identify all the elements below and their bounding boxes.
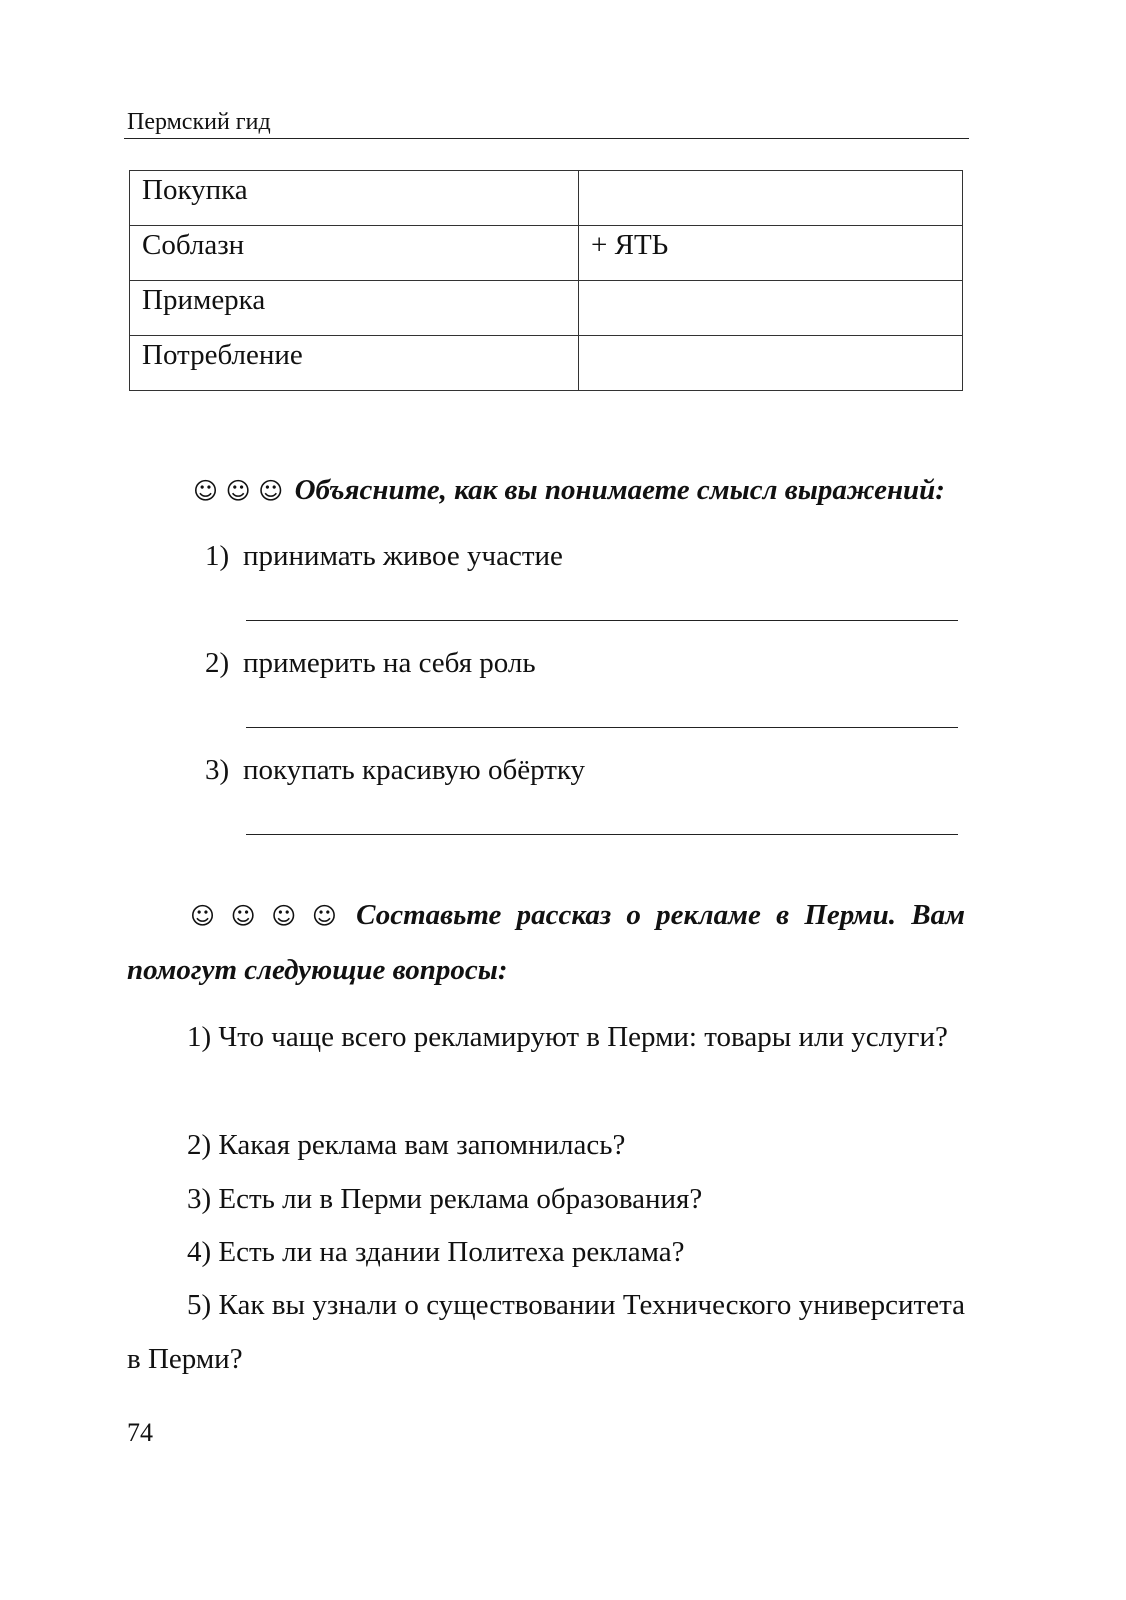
task1-heading-text: Объясните, как вы понимаете смысл выражений: bbox=[294, 474, 945, 506]
page-number: 74 bbox=[127, 1418, 153, 1447]
question-text: 1) Что чаще всего рекламируют в Перми: товары или услуги? bbox=[187, 1021, 948, 1053]
table-cell-term: Примерка bbox=[130, 281, 579, 336]
list-item-text: примерить на себя роль bbox=[243, 647, 536, 679]
question-item bbox=[127, 1278, 965, 1386]
table-cell-value bbox=[579, 336, 963, 391]
smiley-icons: ☺ ☺ ☺ bbox=[193, 477, 284, 505]
table-cell-term: Потребление bbox=[130, 336, 579, 391]
task1-heading bbox=[193, 468, 945, 513]
question-item: 4) Есть ли на здании Политеха реклама? bbox=[187, 1236, 685, 1268]
question-text: 5) Как вы узнали о существовании Технического университета в Перми? bbox=[127, 1289, 965, 1375]
task2-heading bbox=[127, 888, 965, 997]
smiley-icons: ☺ ☺ ☺ ☺ bbox=[190, 902, 337, 930]
list-item bbox=[205, 538, 563, 574]
running-header: Пермский гид bbox=[127, 109, 271, 135]
list-item bbox=[205, 752, 585, 788]
list-item-number: 2) bbox=[205, 647, 230, 679]
task2-heading-text: Составьте рассказ о рекламе в Перми. Вам помогут следующие вопросы: bbox=[127, 899, 965, 986]
terms-table bbox=[129, 170, 963, 391]
answer-line[interactable] bbox=[246, 834, 958, 835]
list-item-number: 3) bbox=[205, 754, 230, 786]
list-item-text: принимать живое участие bbox=[243, 540, 563, 572]
table-cell-term: Соблазн bbox=[130, 226, 579, 281]
table-row bbox=[130, 336, 963, 391]
table-cell-value: + ЯТЬ bbox=[579, 226, 963, 281]
table-cell-value bbox=[579, 171, 963, 226]
table-row bbox=[130, 281, 963, 336]
question-item: 3) Есть ли в Перми реклама образования? bbox=[187, 1183, 703, 1215]
question-item: 2) Какая реклама вам запомнилась? bbox=[187, 1129, 626, 1161]
list-item bbox=[205, 645, 536, 681]
answer-line[interactable] bbox=[246, 727, 958, 728]
table-cell-term: Покупка bbox=[130, 171, 579, 226]
table-row bbox=[130, 171, 963, 226]
table-row bbox=[130, 226, 963, 281]
question-item bbox=[127, 1010, 965, 1064]
answer-line[interactable] bbox=[246, 620, 958, 621]
header-rule bbox=[124, 138, 969, 139]
table-cell-value bbox=[579, 281, 963, 336]
list-item-number: 1) bbox=[205, 540, 230, 572]
list-item-text: покупать красивую обёртку bbox=[243, 754, 586, 786]
